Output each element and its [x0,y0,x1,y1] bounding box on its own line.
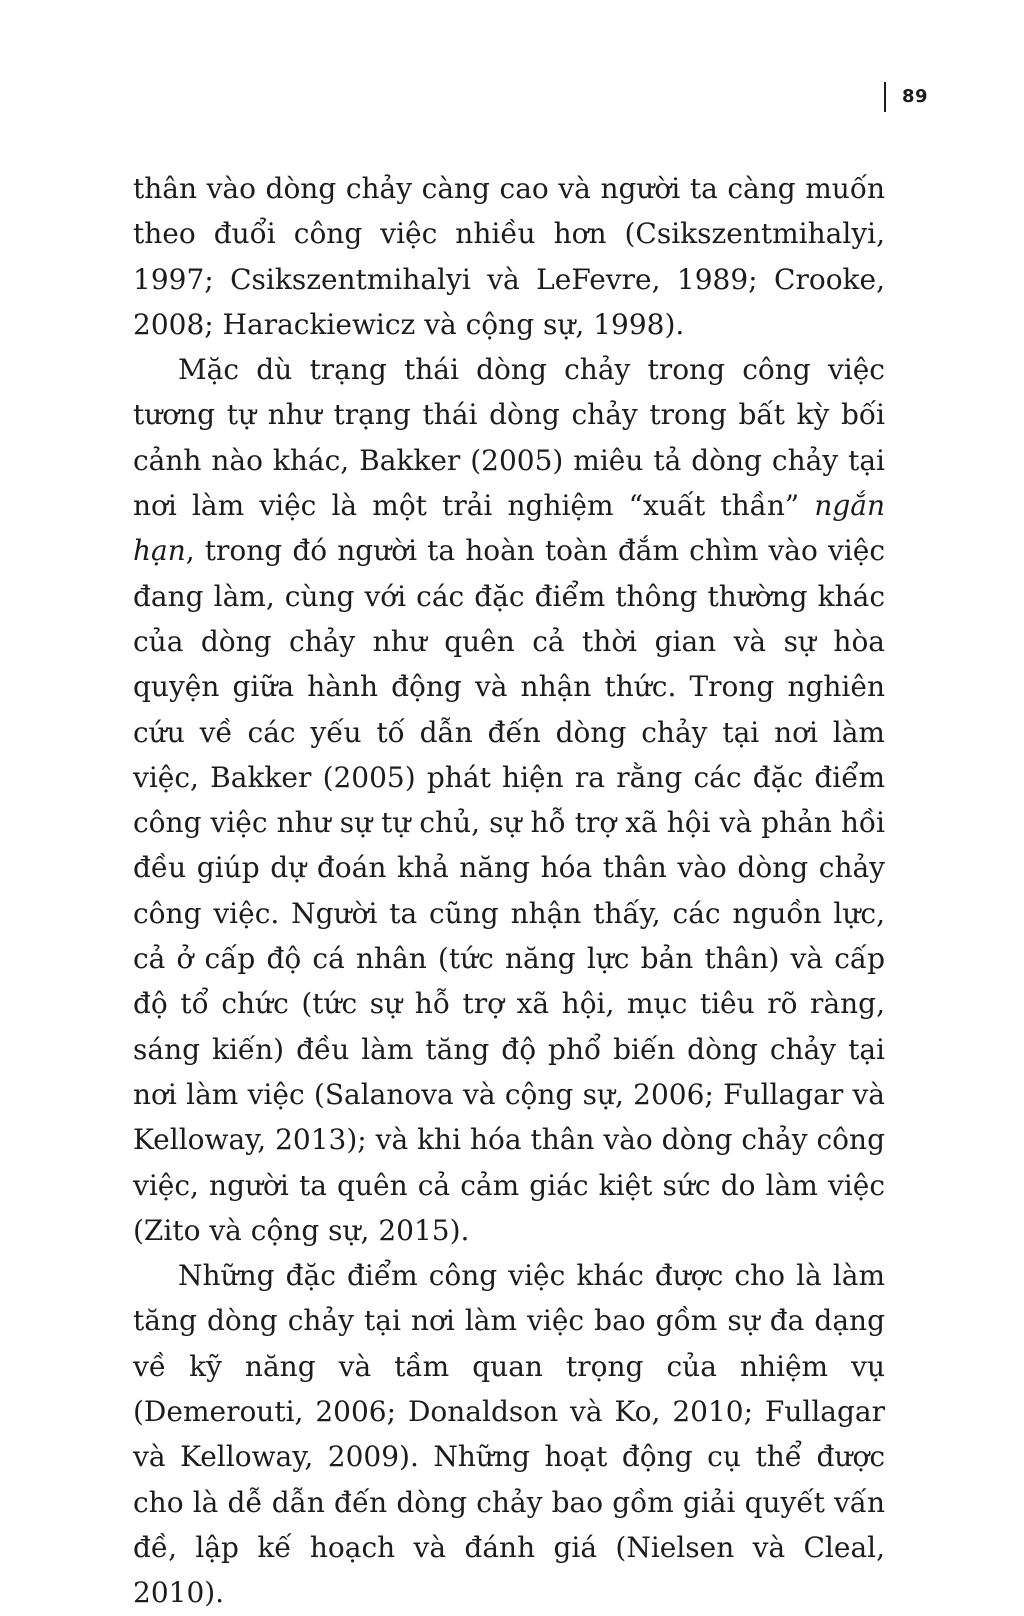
paragraph-continuation: thân vào dòng chảy càng cao và người ta càng muốn theo đuổi công việc nhiều hơn (Csikszentmihalyi, 1997; Csikszentmihalyi và LeFevre, 1989; Crooke, 2008; Harackiewicz và cộng sự, 1998). [133,172,885,341]
body-text [133,166,885,1616]
italic-emphasis: ngắn hạn [133,489,885,568]
page-header [884,82,928,112]
paragraph-flow-at-work [133,347,885,1253]
header-divider [884,82,886,112]
paragraph-text: , trong đó người ta hoàn toàn đắm chìm vào việc đang làm, cùng với các đặc điểm thông thường khác của dòng chảy như quên cả thời gian và sự hòa quyện giữa hành động và nhận thức. Trong nghiên cứu về các yếu tố dẫn đến dòng chảy tại nơi làm việc, Bakker (2005) phát hiện ra rằng các đặc điểm công việc như sự tự chủ, sự hỗ trợ xã hội và phản hồi đều giúp dự đoán khả năng hóa thân vào dòng chảy công việc. Người ta cũng nhận thấy, các nguồn lực, cả ở cấp độ cá nhân (tức năng lực bản thân) và cấp độ tổ chức (tức sự hỗ trợ xã hội, mục tiêu rõ ràng, sáng kiến) đều làm tăng độ phổ biến dòng chảy tại nơi làm việc (Salanova và cộng sự, 2006; Fullagar và Kelloway, 2013); và khi hóa thân vào dòng chảy công việc, người ta quên cả cảm giác kiệt sức do làm việc (Zito và cộng sự, 2015). [133,534,885,1247]
paragraph-job-characteristics: Những đặc điểm công việc khác được cho là làm tăng dòng chảy tại nơi làm việc bao gồm sự đa dạng về kỹ năng và tầm quan trọng của nhiệm vụ (Demerouti, 2006; Donaldson và Ko, 2010; Fullagar và Kelloway, 2009). Những hoạt động cụ thể được cho là dễ dẫn đến dòng chảy bao gồm giải quyết vấn đề, lập kế hoạch và đánh giá (Nielsen và Cleal, 2010). [133,1259,885,1610]
paragraph-text: Mặc dù trạng thái dòng chảy trong công việc tương tự như trạng thái dòng chảy trong bất kỳ bối cảnh nào khác, Bakker (2005) miêu tả dòng chảy tại nơi làm việc là một trải nghiệm “xuất thần” [133,353,885,523]
page-number: 89 [901,86,928,107]
